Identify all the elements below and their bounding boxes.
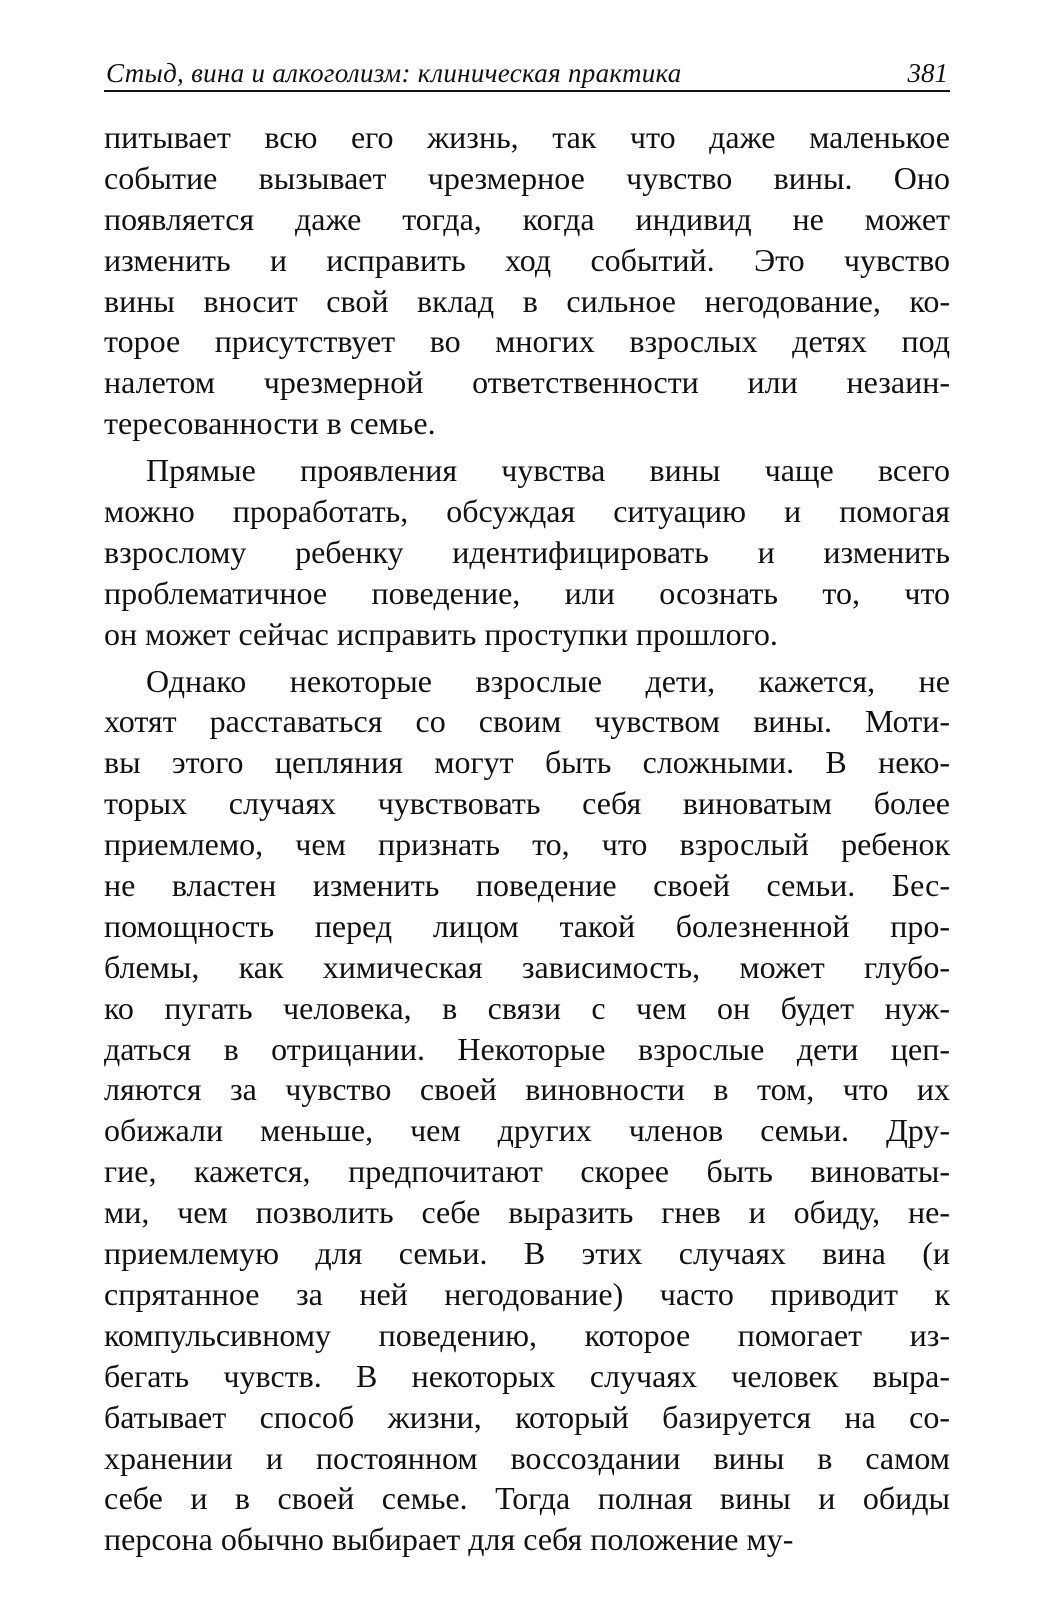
paragraph	[104, 450, 950, 654]
text-line: блемы, как химическая зависимость, может глубо-	[104, 948, 950, 985]
text-line: обижали меньше, чем других членов семьи. Дру-	[104, 1112, 950, 1149]
text-line: можно проработать, обсуждая ситуацию и помогая	[104, 493, 950, 530]
text-line: хотят расставаться со своим чувством вины. Моти-	[104, 703, 950, 740]
text-line: помощность перед лицом такой болезненной про-	[104, 907, 950, 944]
text-line: торое присутствует во многих взрослых детях под	[104, 323, 950, 360]
text-line: хранении и постоянном воссоздании вины в самом	[104, 1439, 950, 1476]
text-line: компульсивному поведению, которое помогает из-	[104, 1316, 950, 1353]
text-line: даться в отрицании. Некоторые взрослые дети цеп-	[104, 1030, 950, 1067]
text-line: ко пугать человека, в связи с чем он будет нуж-	[104, 989, 950, 1026]
running-header	[104, 50, 950, 92]
text-line: питывает всю его жизнь, так что даже маленькое	[104, 119, 950, 155]
text-line: приемлемо, чем признать то, что взрослый ребенок	[104, 826, 950, 863]
text-line: ляются за чувство своей виновности в том, что их	[104, 1071, 950, 1108]
text-line: тересованности в семье.	[104, 405, 436, 442]
text-line: ми, чем позволить себе выразить гнев и обиду, не-	[104, 1194, 950, 1231]
text-line: Однако некоторые взрослые дети, кажется, не	[146, 662, 950, 699]
text-line: вы этого цепляния могут быть сложными. В неко-	[104, 744, 950, 781]
text-line: взрослому ребенку идентифицировать и изменить	[104, 533, 950, 570]
text-line: вины вносит свой вклад в сильное негодование, ко-	[104, 282, 950, 319]
text-line: бегать чувств. В некоторых случаях человек выра-	[104, 1357, 950, 1394]
running-title: Стыд, вина и алкоголизм: клиническая практика	[106, 58, 682, 88]
text-line: не властен изменить поведение своей семьи. Бес-	[104, 867, 950, 904]
text-line: себе и в своей семье. Тогда полная вины и обиды	[104, 1480, 950, 1517]
text-line: приемлемую для семьи. В этих случаях вина (и	[104, 1235, 950, 1272]
text-line: Прямые проявления чувства вины чаще всего	[146, 452, 950, 489]
text-line: гие, кажется, предпочитают скорее быть виноваты-	[104, 1153, 950, 1190]
text-line: событие вызывает чрезмерное чувство вины. Оно	[104, 159, 950, 196]
text-line: появляется даже тогда, когда индивид не может	[104, 200, 950, 237]
text-line: персона обычно выбирает для себя положение му-	[104, 1521, 794, 1558]
text-line: налетом чрезмерной ответственности или незаин-	[104, 364, 950, 401]
paragraph	[104, 661, 950, 1561]
text-line: торых случаях чувствовать себя виноватым более	[104, 785, 950, 822]
text-line: изменить и исправить ход событий. Это чувство	[104, 241, 950, 278]
text-line: он может сейчас исправить проступки прошлого.	[104, 615, 778, 652]
text-line: батывает способ жизни, который базируется на со-	[104, 1398, 950, 1435]
paragraph	[104, 117, 950, 444]
body-text	[104, 117, 950, 1560]
page-number: 381	[907, 58, 948, 88]
text-line: спрятанное за ней негодование) часто приводит к	[104, 1275, 950, 1312]
text-line: проблематичное поведение, или осознать то, что	[104, 574, 950, 611]
